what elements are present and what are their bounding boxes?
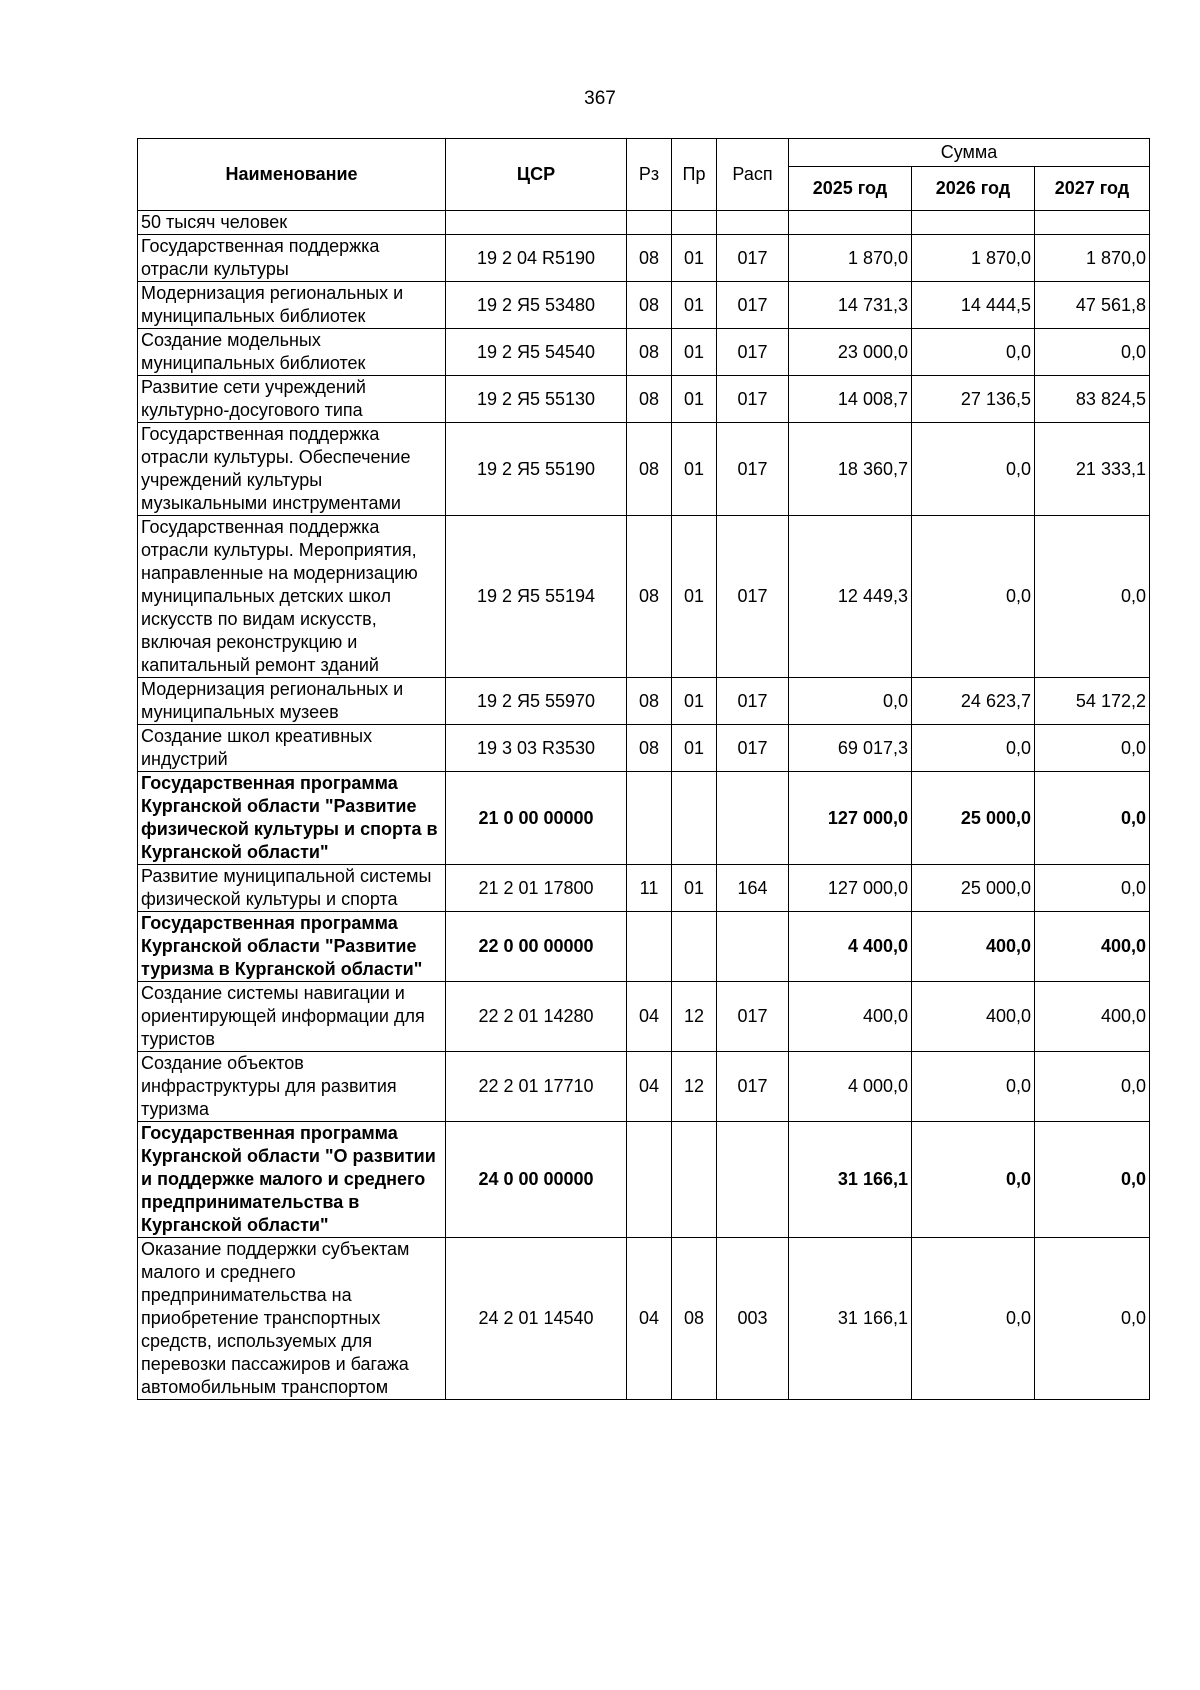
amount-2026-cell: 0,0 [912, 1122, 1035, 1238]
amount-2027-cell [1035, 211, 1150, 235]
name-cell: Государственная программа Курганской области "О развитии и поддержке малого и среднего предпринимательства в Курганской области" [138, 1122, 446, 1238]
amount-2025-cell: 14 008,7 [789, 376, 912, 423]
name-cell: Государственная программа Курганской области "Развитие физической культуры и спорта в Курганской области" [138, 772, 446, 865]
rasp-cell [717, 772, 789, 865]
amount-2025-cell: 12 449,3 [789, 516, 912, 678]
csr-cell: 21 0 00 00000 [446, 772, 627, 865]
table-row [138, 1238, 1150, 1400]
name-cell: Государственная поддержка отрасли культуры. Мероприятия, направленные на модернизацию муниципальных детских школ искусств по видам искусств, включая реконструкцию и капитальный ремонт зданий [138, 516, 446, 678]
amount-2026-cell: 24 623,7 [912, 678, 1035, 725]
rz-cell: 08 [627, 678, 672, 725]
amount-2027-cell: 0,0 [1035, 516, 1150, 678]
amount-2025-cell [789, 211, 912, 235]
pr-cell: 01 [672, 235, 717, 282]
name-cell: Развитие муниципальной системы физической культуры и спорта [138, 865, 446, 912]
rz-cell: 04 [627, 982, 672, 1052]
amount-2027-cell: 83 824,5 [1035, 376, 1150, 423]
header-name: Наименование [138, 139, 446, 211]
amount-2026-cell: 0,0 [912, 516, 1035, 678]
rz-cell: 04 [627, 1238, 672, 1400]
rz-cell: 11 [627, 865, 672, 912]
pr-cell: 01 [672, 865, 717, 912]
csr-cell: 19 2 Я5 53480 [446, 282, 627, 329]
amount-2027-cell: 0,0 [1035, 865, 1150, 912]
amount-2026-cell: 0,0 [912, 725, 1035, 772]
amount-2026-cell: 0,0 [912, 329, 1035, 376]
amount-2026-cell: 1 870,0 [912, 235, 1035, 282]
table-row [138, 423, 1150, 516]
page-number: 367 [584, 88, 616, 109]
amount-2026-cell: 0,0 [912, 1052, 1035, 1122]
pr-cell: 01 [672, 376, 717, 423]
table-row [138, 235, 1150, 282]
csr-cell: 19 2 Я5 55190 [446, 423, 627, 516]
header-sum: Сумма [789, 139, 1150, 167]
amount-2027-cell: 0,0 [1035, 772, 1150, 865]
pr-cell: 08 [672, 1238, 717, 1400]
table-row [138, 1052, 1150, 1122]
pr-cell [672, 772, 717, 865]
rz-cell: 08 [627, 423, 672, 516]
csr-cell: 22 0 00 00000 [446, 912, 627, 982]
rasp-cell: 017 [717, 982, 789, 1052]
amount-2026-cell [912, 211, 1035, 235]
header-pr: Пр [672, 139, 717, 211]
amount-2026-cell: 0,0 [912, 1238, 1035, 1400]
pr-cell: 01 [672, 516, 717, 678]
name-cell: Государственная поддержка отрасли культуры. Обеспечение учреждений культуры музыкальными инструментами [138, 423, 446, 516]
rasp-cell [717, 1122, 789, 1238]
pr-cell [672, 912, 717, 982]
name-cell: Развитие сети учреждений культурно-досугового типа [138, 376, 446, 423]
amount-2025-cell: 0,0 [789, 678, 912, 725]
pr-cell: 12 [672, 1052, 717, 1122]
pr-cell: 01 [672, 678, 717, 725]
rasp-cell: 017 [717, 329, 789, 376]
name-cell: Модернизация региональных и муниципальных библиотек [138, 282, 446, 329]
table-row [138, 329, 1150, 376]
table-row [138, 1122, 1150, 1238]
header-csr: ЦСР [446, 139, 627, 211]
rz-cell: 08 [627, 329, 672, 376]
rasp-cell: 017 [717, 516, 789, 678]
amount-2026-cell: 27 136,5 [912, 376, 1035, 423]
table-row [138, 678, 1150, 725]
table-row [138, 725, 1150, 772]
amount-2027-cell: 21 333,1 [1035, 423, 1150, 516]
rz-cell: 08 [627, 282, 672, 329]
rasp-cell: 017 [717, 678, 789, 725]
rz-cell: 08 [627, 376, 672, 423]
rasp-cell: 017 [717, 1052, 789, 1122]
table-row [138, 865, 1150, 912]
csr-cell: 22 2 01 14280 [446, 982, 627, 1052]
csr-cell: 19 2 Я5 55970 [446, 678, 627, 725]
pr-cell: 01 [672, 423, 717, 516]
header-year-2025: 2025 год [789, 167, 912, 211]
pr-cell: 01 [672, 282, 717, 329]
csr-cell [446, 211, 627, 235]
rz-cell: 08 [627, 725, 672, 772]
budget-table [137, 138, 1150, 1400]
amount-2026-cell: 400,0 [912, 912, 1035, 982]
csr-cell: 19 2 Я5 55194 [446, 516, 627, 678]
rasp-cell [717, 912, 789, 982]
rz-cell: 04 [627, 1052, 672, 1122]
csr-cell: 19 3 03 R3530 [446, 725, 627, 772]
pr-cell: 12 [672, 982, 717, 1052]
rasp-cell: 017 [717, 725, 789, 772]
name-cell: Создание модельных муниципальных библиотек [138, 329, 446, 376]
amount-2025-cell: 14 731,3 [789, 282, 912, 329]
amount-2025-cell: 69 017,3 [789, 725, 912, 772]
header-rasp: Расп [717, 139, 789, 211]
header-year-2027: 2027 год [1035, 167, 1150, 211]
amount-2025-cell: 18 360,7 [789, 423, 912, 516]
amount-2027-cell: 54 172,2 [1035, 678, 1150, 725]
amount-2027-cell: 400,0 [1035, 912, 1150, 982]
table-row [138, 772, 1150, 865]
table-row [138, 912, 1150, 982]
amount-2027-cell: 47 561,8 [1035, 282, 1150, 329]
name-cell: Оказание поддержки субъектам малого и среднего предпринимательства на приобретение транспортных средств, используемых для перевозки пассажиров и багажа автомобильным транспортом [138, 1238, 446, 1400]
rz-cell [627, 1122, 672, 1238]
amount-2025-cell: 31 166,1 [789, 1122, 912, 1238]
amount-2025-cell: 127 000,0 [789, 865, 912, 912]
name-cell: Создание школ креативных индустрий [138, 725, 446, 772]
name-cell: Государственная поддержка отрасли культуры [138, 235, 446, 282]
amount-2027-cell: 0,0 [1035, 725, 1150, 772]
amount-2026-cell: 25 000,0 [912, 865, 1035, 912]
amount-2027-cell: 0,0 [1035, 1238, 1150, 1400]
table-row [138, 516, 1150, 678]
rz-cell: 08 [627, 235, 672, 282]
amount-2026-cell: 0,0 [912, 423, 1035, 516]
csr-cell: 24 0 00 00000 [446, 1122, 627, 1238]
csr-cell: 21 2 01 17800 [446, 865, 627, 912]
amount-2026-cell: 14 444,5 [912, 282, 1035, 329]
csr-cell: 22 2 01 17710 [446, 1052, 627, 1122]
rz-cell [627, 211, 672, 235]
rasp-cell: 017 [717, 376, 789, 423]
name-cell: Создание системы навигации и ориентирующей информации для туристов [138, 982, 446, 1052]
table-header [138, 139, 1150, 211]
table-body [138, 211, 1150, 1400]
table-row [138, 211, 1150, 235]
amount-2025-cell: 1 870,0 [789, 235, 912, 282]
header-rz: Рз [627, 139, 672, 211]
rasp-cell: 017 [717, 423, 789, 516]
csr-cell: 19 2 Я5 54540 [446, 329, 627, 376]
csr-cell: 19 2 Я5 55130 [446, 376, 627, 423]
name-cell: Государственная программа Курганской области "Развитие туризма в Курганской области" [138, 912, 446, 982]
pr-cell [672, 1122, 717, 1238]
name-cell: 50 тысяч человек [138, 211, 446, 235]
csr-cell: 24 2 01 14540 [446, 1238, 627, 1400]
rasp-cell: 003 [717, 1238, 789, 1400]
amount-2025-cell: 4 400,0 [789, 912, 912, 982]
rz-cell: 08 [627, 516, 672, 678]
amount-2027-cell: 0,0 [1035, 329, 1150, 376]
amount-2025-cell: 127 000,0 [789, 772, 912, 865]
table-row [138, 376, 1150, 423]
pr-cell [672, 211, 717, 235]
amount-2025-cell: 23 000,0 [789, 329, 912, 376]
amount-2025-cell: 400,0 [789, 982, 912, 1052]
rasp-cell: 017 [717, 235, 789, 282]
rz-cell [627, 772, 672, 865]
header-year-2026: 2026 год [912, 167, 1035, 211]
amount-2027-cell: 0,0 [1035, 1052, 1150, 1122]
pr-cell: 01 [672, 329, 717, 376]
table-row [138, 982, 1150, 1052]
amount-2026-cell: 400,0 [912, 982, 1035, 1052]
name-cell: Модернизация региональных и муниципальных музеев [138, 678, 446, 725]
csr-cell: 19 2 04 R5190 [446, 235, 627, 282]
rz-cell [627, 912, 672, 982]
table-row [138, 282, 1150, 329]
amount-2027-cell: 400,0 [1035, 982, 1150, 1052]
rasp-cell: 164 [717, 865, 789, 912]
amount-2027-cell: 1 870,0 [1035, 235, 1150, 282]
amount-2025-cell: 4 000,0 [789, 1052, 912, 1122]
amount-2026-cell: 25 000,0 [912, 772, 1035, 865]
pr-cell: 01 [672, 725, 717, 772]
rasp-cell [717, 211, 789, 235]
name-cell: Создание объектов инфраструктуры для развития туризма [138, 1052, 446, 1122]
amount-2027-cell: 0,0 [1035, 1122, 1150, 1238]
rasp-cell: 017 [717, 282, 789, 329]
amount-2025-cell: 31 166,1 [789, 1238, 912, 1400]
